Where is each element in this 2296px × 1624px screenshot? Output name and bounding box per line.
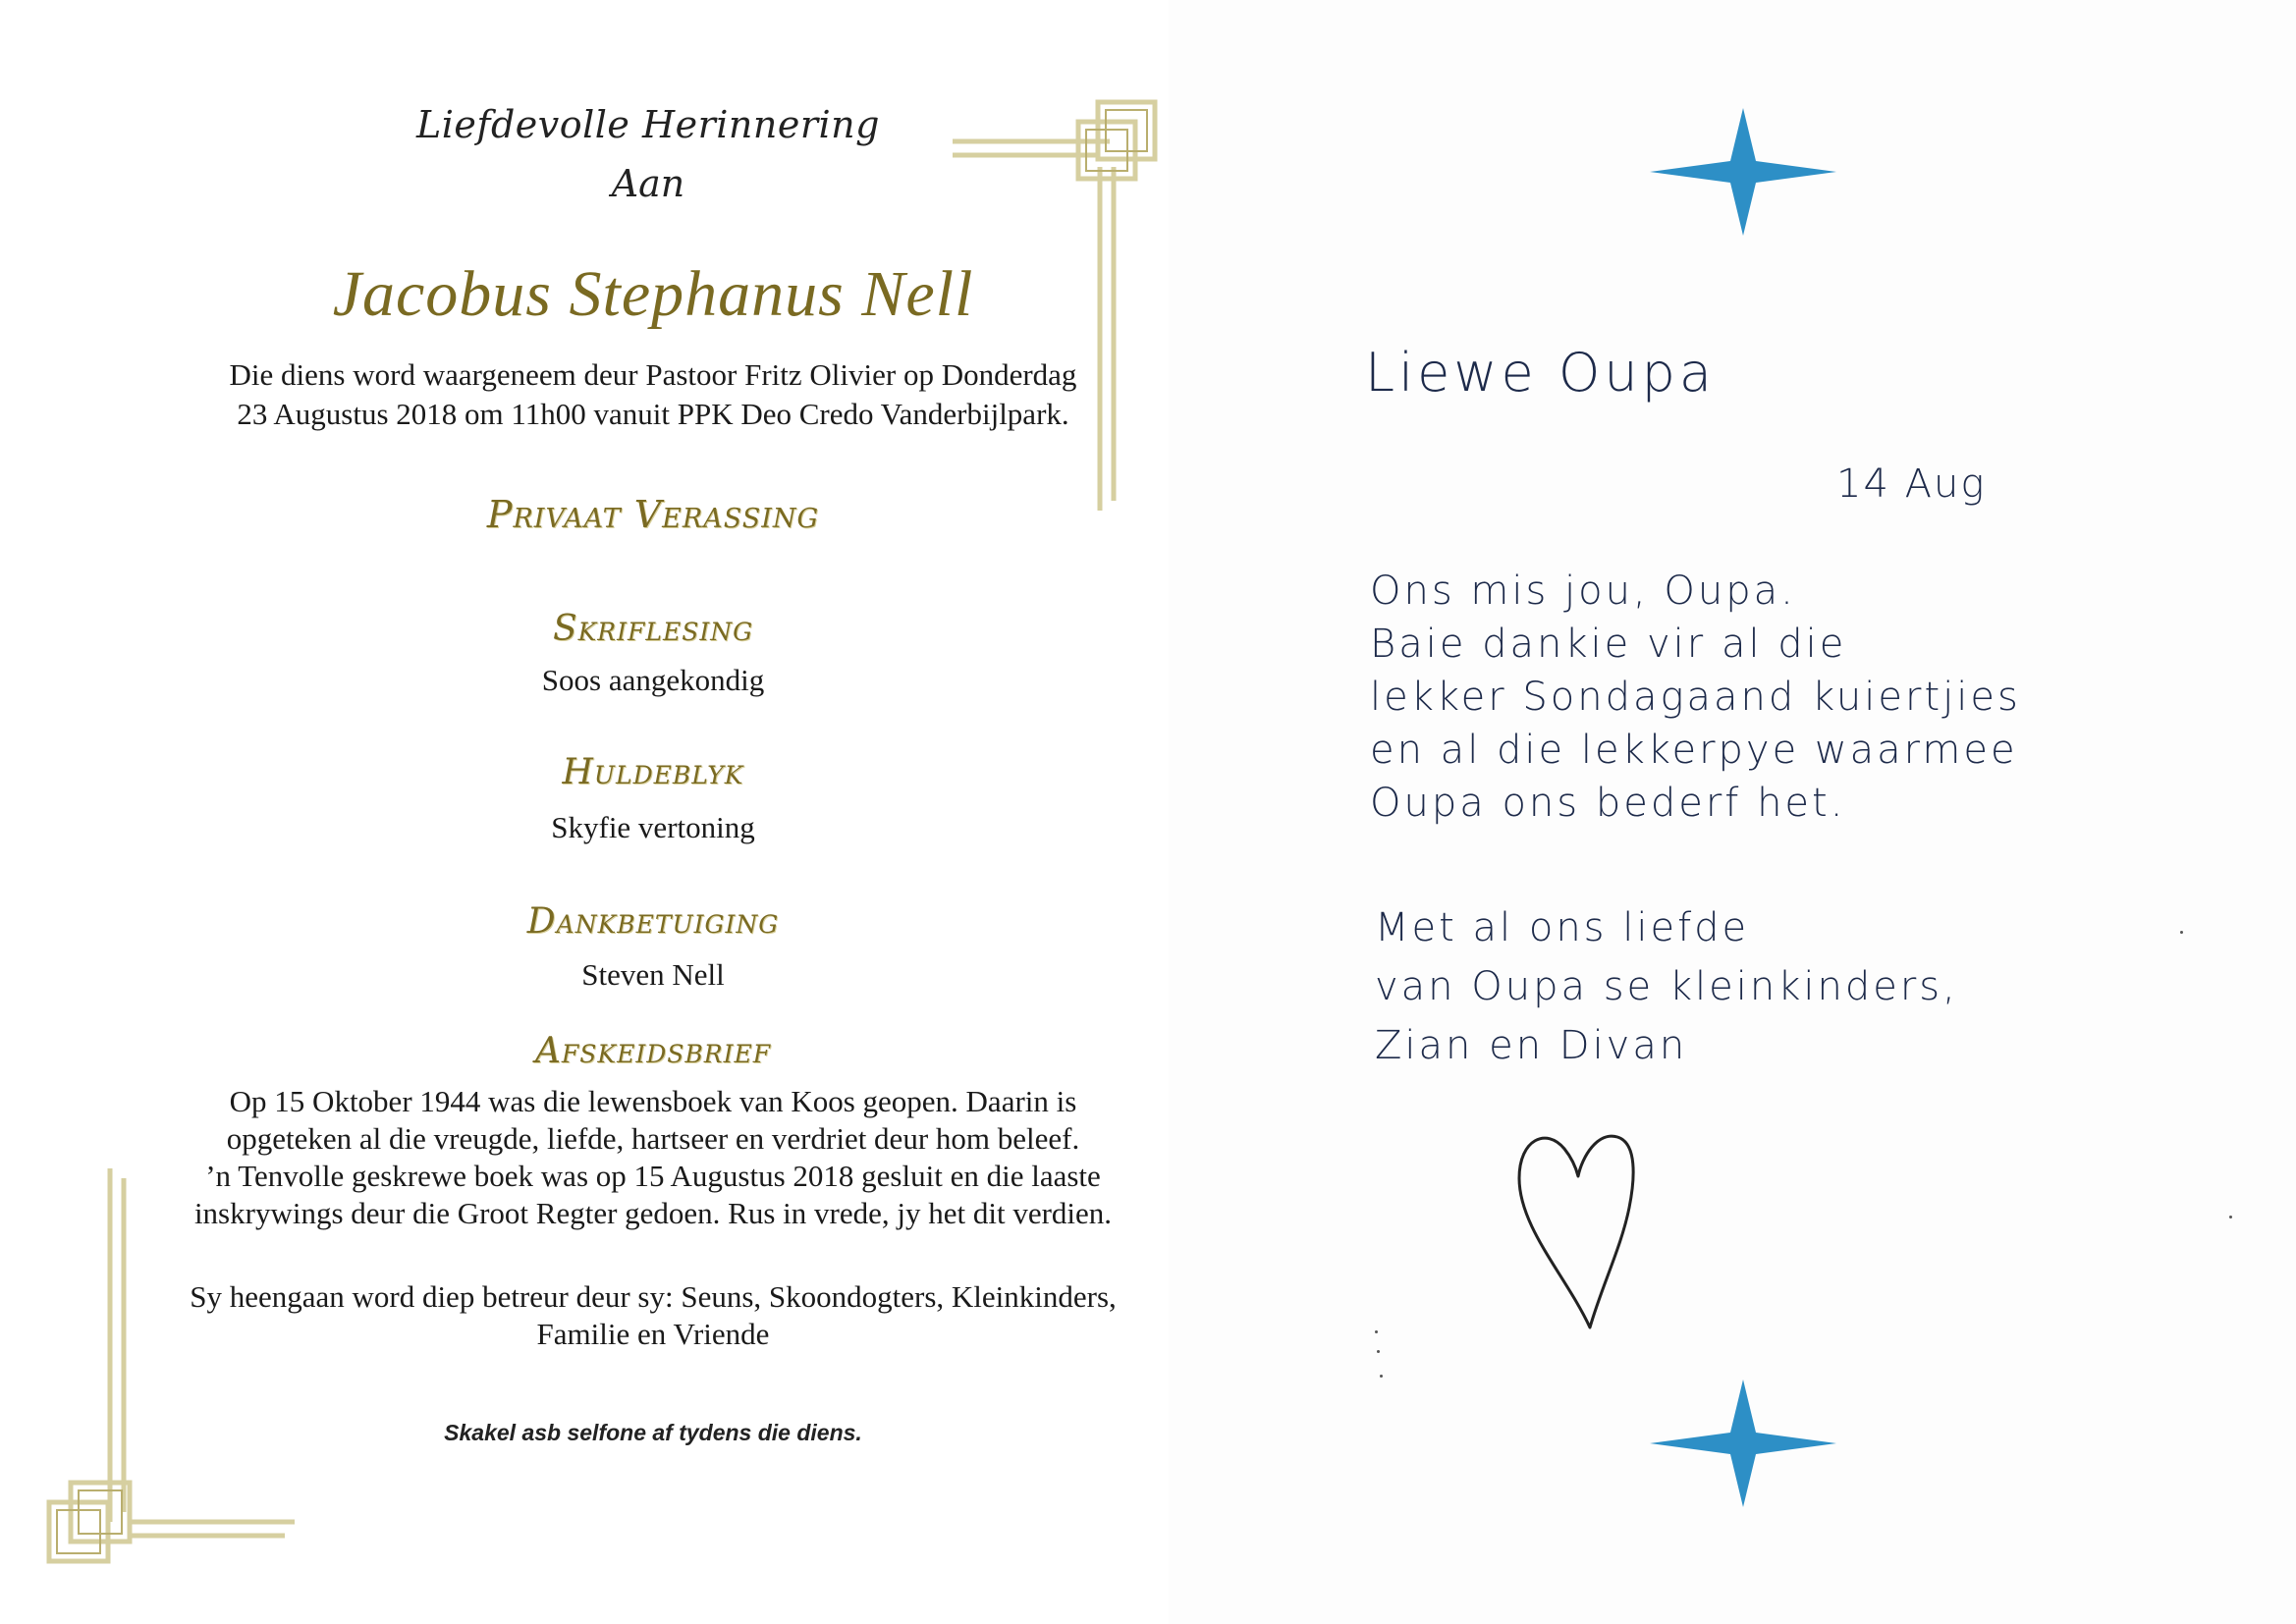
ink-speck (2229, 1216, 2232, 1218)
letter-line: Baie dankie vir al die (1370, 622, 1847, 667)
mourners-note (98, 1278, 1208, 1353)
closing-line: Met al ons liefde (1375, 905, 1750, 950)
service-info (128, 355, 1178, 434)
closing-line: van Oupa se kleinkinders, (1375, 964, 1958, 1009)
star-icon (1650, 1380, 1836, 1507)
section-heading-dankbetuiging: Dankbetuiging (526, 901, 780, 942)
ink-speck (2180, 931, 2183, 934)
section-detail-dankbetuiging: Steven Nell (581, 957, 725, 992)
deceased-name: Jacobus Stephanus Nell (332, 258, 974, 330)
memorial-heading: Liefdevolle Herinnering (416, 103, 880, 146)
mourners-line: Sy heengaan word diep betreur deur sy: Seuns, Skoondogters, Kleinkinders, (190, 1279, 1117, 1314)
letter-greeting: Liewe Oupa (1365, 342, 1716, 404)
ink-speck (1375, 1330, 1378, 1333)
letter-closing (1375, 898, 1958, 1075)
farewell-line: opgeteken al die vreugde, liefde, hartseer en verdriet deur hom beleef. (226, 1121, 1080, 1156)
section-detail-huldeblyk: Skyfie vertoning (551, 810, 755, 844)
ink-speck (1377, 1350, 1380, 1353)
section-heading-skriflesing: Skriflesing (552, 609, 754, 649)
farewell-line: Op 15 Oktober 1944 was die lewensboek van Koos geopen. Daarin is (229, 1084, 1077, 1118)
farewell-line: ’n Tenvolle geskrewe boek was op 15 Augustus 2018 gesluit en die laaste (205, 1159, 1101, 1193)
farewell-letter (98, 1083, 1208, 1232)
closing-line: Zian en Divan (1375, 1023, 1688, 1068)
memorial-heading-aan: Aan (611, 162, 685, 205)
mourners-line: Familie en Vriende (536, 1317, 770, 1351)
letter-line: lekker Sondagaand kuiertjies (1370, 675, 2021, 720)
ink-speck (1380, 1375, 1383, 1378)
service-info-line: 23 Augustus 2018 om 11h00 vanuit PPK Deo Credo Vanderbijlpark. (237, 397, 1069, 431)
farewell-line: inskrywings deur die Groot Regter gedoen. Rus in vrede, jy het dit verdien. (193, 1196, 1113, 1230)
section-heading-huldeblyk: Huldeblyk (562, 752, 744, 792)
letter-date: 14 Aug (1836, 461, 1987, 507)
star-icon (1650, 108, 1836, 236)
letter-body (1370, 565, 2021, 830)
letter-line: Oupa ons bederf het. (1370, 781, 1846, 826)
service-info-line: Die diens word waargeneem deur Pastoor Fritz Olivier op Donderdag (229, 357, 1077, 392)
section-heading-afskeidsbrief: Afskeidsbrief (534, 1031, 772, 1071)
heart-icon (1507, 1119, 1645, 1335)
section-detail-skriflesing: Soos aangekondig (541, 663, 765, 697)
phone-off-note: Skakel asb selfone af tydens die diens. (444, 1420, 862, 1445)
letter-line: en al die lekkerpye waarmee (1370, 728, 2018, 773)
section-heading-privaat: Privaat Verassing (486, 493, 820, 536)
letter-line: Ons mis jou, Oupa. (1370, 568, 1796, 614)
